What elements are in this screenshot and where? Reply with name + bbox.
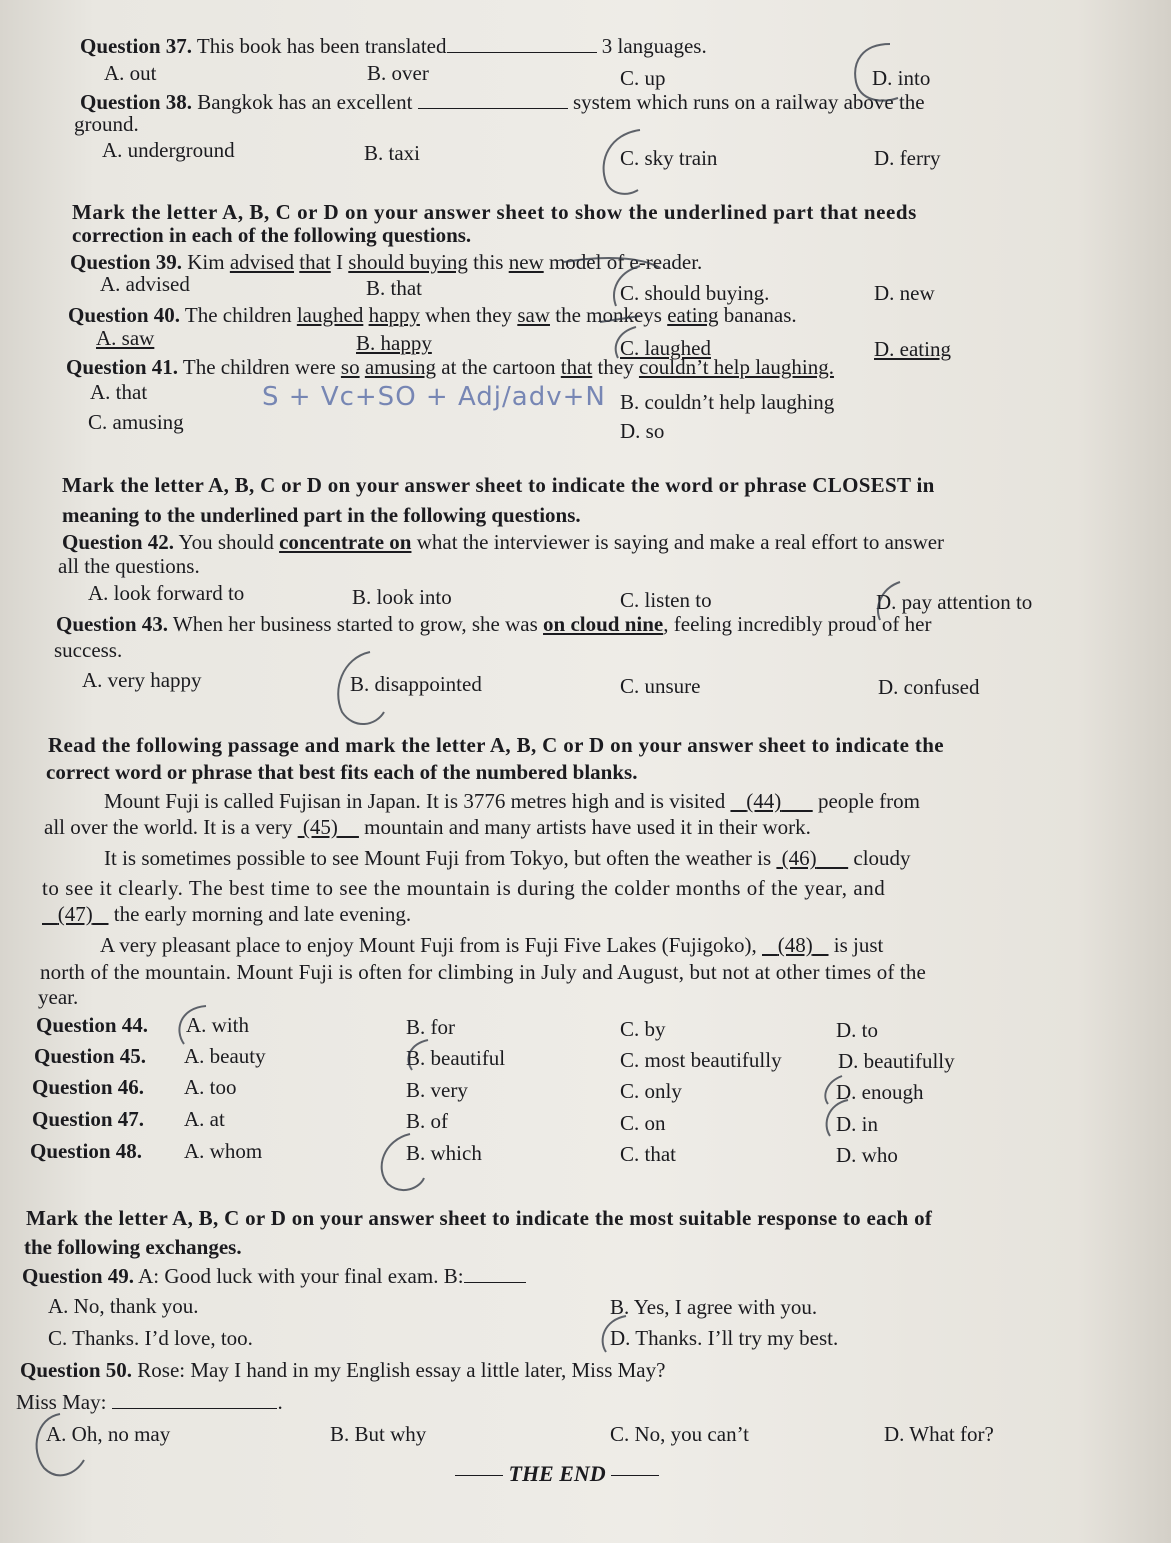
pen-circle-q40 — [616, 327, 636, 358]
pen-circle-q50 — [37, 1414, 84, 1475]
pen-circle-q47 — [827, 1100, 848, 1136]
pen-circle-q39 — [614, 266, 640, 306]
option-d: D. pay attention to — [876, 590, 1033, 614]
question-text: A: Good luck with your final exam. B: — [138, 1264, 464, 1288]
underlined-part: on cloud nine — [543, 612, 664, 636]
passage-text: A very pleasant place to enjoy Mount Fuji from is Fuji Five Lakes (Fujigoko), — [100, 933, 757, 957]
option-d: D. enough — [836, 1080, 924, 1104]
underlined-part: happy — [368, 303, 420, 327]
passage-text: all over the world. It is a very — [44, 815, 293, 839]
option-c: C. Thanks. I’d love, too. — [48, 1326, 253, 1350]
section-instruction: Mark the letter A, B, C or D on your answer sheet to show the underlined part that needs — [72, 200, 917, 224]
option-b: B. look into — [352, 585, 452, 609]
question-text: they — [592, 355, 639, 379]
underlined-part: advised — [229, 250, 295, 274]
question-text: You should — [178, 530, 274, 554]
option-b: B. But why — [330, 1422, 427, 1446]
option-b: B. of — [406, 1109, 448, 1133]
question-50-response: Miss May: . — [16, 1390, 283, 1414]
underlined-part: that — [299, 250, 331, 274]
passage-text: cloudy — [853, 846, 911, 870]
question-text: system which runs on a railway above the — [572, 90, 925, 114]
option-d: D. into — [872, 66, 931, 90]
option-b: B. beautiful — [406, 1046, 506, 1070]
question-text: at the cartoon — [436, 355, 561, 379]
question-text: I — [330, 250, 349, 274]
underlined-part: should buying — [348, 250, 468, 274]
question-label: Question 37. — [80, 34, 193, 58]
question-text-cont: ground. — [74, 112, 139, 136]
question-45-label: Question 45. — [34, 1044, 147, 1068]
question-label: Question 50. — [20, 1358, 133, 1382]
option-c: C. unsure — [620, 674, 701, 698]
pen-circle-q44 — [179, 1006, 206, 1044]
question-text: what the interviewer is saying and make a real effort to answer — [416, 530, 945, 554]
option-d: D. who — [836, 1143, 898, 1167]
option-text: A. saw — [96, 326, 155, 350]
question-text: When her business started to grow, she was — [172, 612, 538, 636]
question-label: Question 39. — [70, 250, 183, 274]
option-b: B. taxi — [364, 141, 420, 165]
option-b: B. couldn’t help laughing — [620, 390, 835, 414]
question-text: Kim — [187, 250, 225, 274]
blank-number: (48) — [777, 933, 813, 957]
passage-text: people from — [817, 789, 920, 813]
question-text: Rose: May I hand in my English essay a little later, Miss May? — [137, 1358, 666, 1382]
pen-underline-q39 — [564, 258, 660, 268]
question-label: Question 42. — [62, 530, 175, 554]
pen-circle-q42 — [878, 582, 900, 620]
option-a: A. very happy — [82, 668, 202, 692]
end-text: THE END — [508, 1461, 606, 1486]
question-44-label: Question 44. — [36, 1013, 149, 1037]
passage-text: mountain and many artists have used it in their work. — [364, 815, 811, 839]
underlined-part: concentrate on — [279, 530, 412, 554]
option-b: B. over — [367, 61, 429, 85]
question-text: 3 languages. — [601, 34, 707, 58]
option-a: A. look forward to — [88, 581, 245, 605]
question-label: Question 38. — [80, 90, 193, 114]
option-a: A. out — [104, 61, 157, 85]
option-a: A. at — [184, 1107, 225, 1131]
speaker-label: Miss May: — [16, 1390, 107, 1414]
option-d: D. to — [836, 1018, 878, 1042]
option-b: B. disappointed — [350, 672, 482, 696]
blank-number: (44) — [746, 789, 782, 813]
section-instruction: Mark the letter A, B, C or D on your answer sheet to indicate the word or phrase CLOSEST in — [62, 473, 935, 497]
option-c: C. on — [620, 1111, 666, 1135]
passage-line: to see it clearly. The best time to see the mountain is during the colder months of the year, and — [42, 876, 886, 900]
option-a: A. with — [186, 1013, 249, 1037]
option-text: C. laughed — [620, 336, 711, 360]
option-c: C. most beautifully — [620, 1048, 782, 1072]
option-a: A. beauty — [184, 1044, 266, 1068]
question-text: , feeling incredibly proud of her — [663, 612, 932, 636]
underlined-part: amusing — [364, 355, 437, 379]
question-text: This book has been translated — [196, 34, 447, 58]
passage-text: the early morning and late evening. — [113, 902, 412, 926]
underlined-part: couldn’t help laughing. — [638, 355, 834, 379]
pen-circle-q46 — [825, 1076, 842, 1104]
pen-circle-q38 — [604, 130, 640, 194]
pen-circle-q49 — [603, 1316, 626, 1352]
passage-text: Mount Fuji is called Fujisan in Japan. It is 3776 metres high and is visited — [104, 789, 726, 813]
option-a: A. underground — [102, 138, 235, 162]
section-instruction: correction in each of the following questions. — [72, 223, 472, 247]
option-a: A. too — [184, 1075, 237, 1099]
option-c: C. should buying. — [620, 281, 770, 305]
section-instruction: Mark the letter A, B, C or D on your answer sheet to indicate the most suitable response to each of — [26, 1206, 933, 1230]
option-c: C. only — [620, 1079, 682, 1103]
option-a: A. whom — [184, 1139, 263, 1163]
option-a: A. that — [90, 380, 148, 404]
underlined-part: eating — [667, 303, 719, 327]
option-c: C. amusing — [88, 410, 184, 434]
option-b: B. that — [366, 276, 422, 300]
option-d: D. new — [874, 281, 935, 305]
question-label: Question 49. — [22, 1264, 135, 1288]
underlined-part: laughed — [296, 303, 364, 327]
question-label: Question 41. — [66, 355, 179, 379]
question-text: The children were — [182, 355, 336, 379]
option-d: D. confused — [878, 675, 980, 699]
option-c: C. sky train — [620, 146, 718, 170]
question-label: Question 40. — [68, 303, 181, 327]
question-text: the monkeys — [549, 303, 668, 327]
question-label: Question 43. — [56, 612, 169, 636]
question-text: when they — [419, 303, 518, 327]
option-b: B. which — [406, 1141, 482, 1165]
passage-text: It is sometimes possible to see Mount Fuji from Tokyo, but often the weather is — [104, 846, 772, 870]
question-text: The children — [184, 303, 292, 327]
pen-circle-q43 — [338, 652, 384, 724]
option-d: D. so — [620, 419, 665, 443]
pen-circle-q48 — [382, 1134, 424, 1190]
underlined-part: saw — [517, 303, 550, 327]
blank-number: (46) — [781, 846, 817, 870]
pen-stroke-q40 — [600, 316, 640, 322]
option-text: B. happy — [356, 331, 432, 355]
passage-line: year. — [38, 985, 79, 1009]
blank-number: (45) — [302, 815, 338, 839]
pen-circle-q45 — [409, 1040, 428, 1070]
option-c: C. up — [620, 66, 666, 90]
section-instruction: the following exchanges. — [24, 1235, 242, 1259]
question-text-cont: all the questions. — [58, 554, 200, 578]
section-instruction: meaning to the underlined part in the following questions. — [62, 503, 581, 527]
section-instruction: correct word or phrase that best fits each of the numbered blanks. — [46, 760, 638, 784]
option-text: D. eating — [874, 337, 951, 361]
handwritten-note: S + Vc+SO + Adj/adv+N — [262, 382, 606, 412]
option-d: D. in — [836, 1112, 878, 1136]
question-46-label: Question 46. — [32, 1075, 145, 1099]
underlined-part: that — [560, 355, 593, 379]
option-c: C. by — [620, 1017, 666, 1041]
underlined-part: so — [340, 355, 360, 379]
option-d: D. ferry — [874, 146, 941, 170]
section-instruction: Read the following passage and mark the letter A, B, C or D on your answer sheet to indicate the — [48, 733, 944, 757]
question-text: model of e-reader. — [543, 250, 703, 274]
option-c: C. that — [620, 1142, 676, 1166]
option-c: C. No, you can’t — [610, 1422, 750, 1446]
option-a: A. advised — [100, 272, 190, 296]
question-text: this — [467, 250, 509, 274]
pen-circle-q37 — [855, 44, 898, 101]
question-text: bananas. — [718, 303, 797, 327]
passage-text: is just — [833, 933, 884, 957]
option-d: D. beautifully — [838, 1049, 955, 1073]
option-b: B. very — [406, 1078, 468, 1102]
question-text-cont: success. — [54, 638, 123, 662]
option-d: D. What for? — [884, 1422, 994, 1446]
question-48-label: Question 48. — [30, 1139, 143, 1163]
option-d: D. Thanks. I’ll try my best. — [610, 1326, 839, 1350]
question-47-label: Question 47. — [32, 1107, 145, 1131]
underlined-part: new — [508, 250, 544, 274]
option-a: A. Oh, no may — [46, 1422, 171, 1446]
blank-number: (47) — [57, 902, 93, 926]
passage-line: north of the mountain. Mount Fuji is often for climbing in July and August, but not at other times of the — [40, 960, 926, 984]
option-a: A. No, thank you. — [48, 1294, 199, 1318]
question-text: Bangkok has an excellent — [197, 90, 413, 114]
option-c: C. listen to — [620, 588, 712, 612]
option-b: B. for — [406, 1015, 455, 1039]
option-b: B. Yes, I agree with you. — [610, 1295, 818, 1319]
